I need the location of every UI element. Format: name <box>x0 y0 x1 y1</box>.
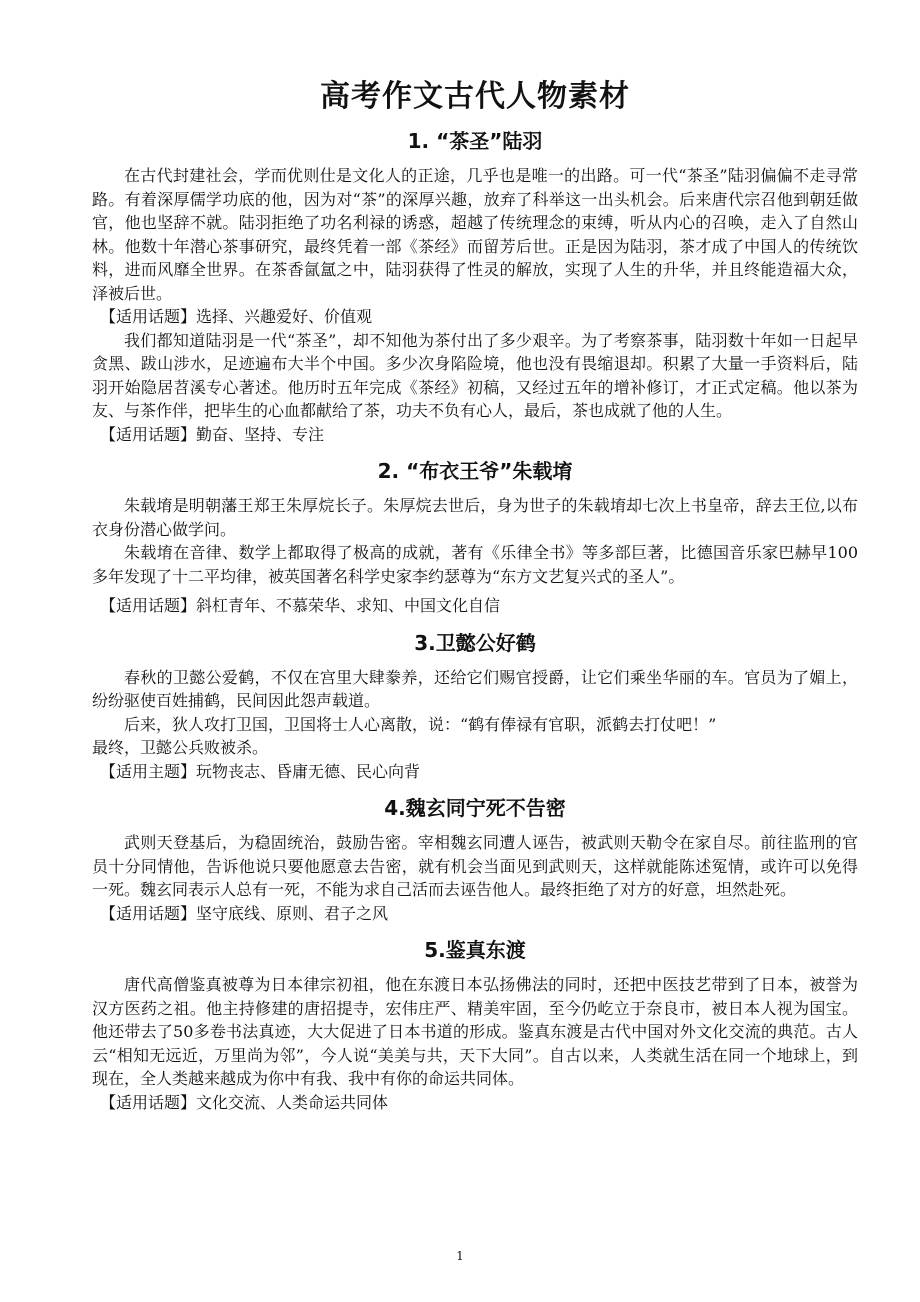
section-paragraph: 我们都知道陆羽是一代“茶圣”，却不知他为茶付出了多少艰辛。为了考察茶事，陆羽数十年如一日起早贪黑、跋山涉水，足迹遍布大半个中国。多少次身陷险境，他也没有畏缩退却。积累了大量一手资料后，陆羽开始隐居苕溪专心著述。他历时五年完成《茶经》初稿，又经过五年的增补修订，才正式定稿。他以茶为友、与茶作伴，把毕生的心血都献给了茶，功夫不负有心人，最后，茶也成就了他的人生。 <box>92 330 858 420</box>
section-heading: 3.卫懿公好鹤 <box>414 630 536 655</box>
topic-line: 【适用话题】文化交流、人类命运共同体 <box>100 1092 389 1112</box>
topic-line: 【适用话题】勤奋、坚持、专注 <box>100 424 325 444</box>
topic-line: 【适用话题】斜杠青年、不慕荣华、求知、中国文化自信 <box>100 596 501 615</box>
section-jianzhen <box>92 935 858 1114</box>
section-paragraph: 朱载堉是明朝藩王郑王朱厚烷长子。朱厚烷去世后，身为世子的朱载堉却七次上书皇帝，辞去王位,以布衣身份潜心做学问。 <box>92 496 858 539</box>
section-heading: 2. “布衣王爷”朱载堉 <box>377 459 573 483</box>
topic-line: 【适用话题】坚守底线、原则、君子之风 <box>100 903 389 923</box>
topic-line: 【适用主题】玩物丧志、昏庸无德、民心向背 <box>100 761 421 781</box>
section-paragraph: 朱载堉在音律、数学上都取得了极高的成就，著有《乐律全书》等多部巨著，比德国音乐家巴赫早100多年发现了十二平均律，被英国著名科学史家李约瑟尊为“东方文艺复兴式的圣人”。 <box>92 543 858 586</box>
section-lu-yu <box>92 126 858 446</box>
section-paragraph: 后来，狄人攻打卫国，卫国将士人心离散，说：“鹤有俸禄有官职，派鹤去打仗吧！” <box>124 714 717 734</box>
section-wei-xuantong <box>92 793 858 925</box>
section-zhu-zaiyu <box>92 456 858 618</box>
section-paragraph: 唐代高僧鉴真被尊为日本律宗初祖，他在东渡日本弘扬佛法的同时，还把中医技艺带到了日本，被誉为汉方医药之祖。他主持修建的唐招提寺，宏伟庄严、精美牢固，至今仍屹立于奈良市，被日本人视为国宝。他还带去了50多卷书法真迹，大大促进了日本书道的形成。鉴真东渡是古代中国对外文化交流的典范。古人云“相知无远近，万里尚为邻”，今人说“美美与共，天下大同”。自古以来，人类就生活在同一个地球上，到现在，全人类越来越成为你中有我、我中有你的命运共同体。 <box>92 975 858 1088</box>
document-content <box>92 74 858 1124</box>
section-heading: 5.鉴真东渡 <box>424 938 526 962</box>
page-number: 1 <box>456 1249 464 1263</box>
topic-line: 【适用话题】选择、兴趣爱好、价值观 <box>100 307 373 326</box>
section-wei-yigong <box>92 628 858 784</box>
section-paragraph: 武则天登基后，为稳固统治，鼓励告密。宰相魏玄同遭人诬告，被武则天勒令在家自尽。前往监刑的官员十分同情他，告诉他说只要他愿意去告密，就有机会当面见到武则天，这样就能陈述冤情，或许可以免得一死。魏玄同表示人总有一死，不能为求自己活而去诬告他人。最终拒绝了对方的好意，坦然赴死。 <box>92 833 858 899</box>
section-heading: 1. “茶圣”陆羽 <box>407 129 543 153</box>
section-paragraph: 春秋的卫懿公爱鹤，不仅在宫里大肆豢养，还给它们赐官授爵，让它们乘坐华丽的车。官员为了媚上，纷纷驱使百姓捕鹤，民间因此怨声载道。 <box>92 667 858 710</box>
section-paragraph: 在古代封建社会，学而优则仕是文化人的正途，几乎也是唯一的出路。可一代“茶圣”陆羽偏偏不走寻常路。有着深厚儒学功底的他，因为对“茶”的深厚兴趣，放弃了科举这一出头机会。后来唐代宗召他到朝廷做官，他也坚辞不就。陆羽拒绝了功名利禄的诱惑，超越了传统理念的束缚，听从内心的召唤，走入了自然山林。他数十年潜心茶事研究，最终凭着一部《茶经》而留芳后世。正是因为陆羽，茶才成了中国人的传统饮料，进而风靡全世界。在茶香氤氲之中，陆羽获得了性灵的解放，实现了人生的升华，并且终能造福大众，泽被后世。 <box>92 166 858 303</box>
section-paragraph: 最终，卫懿公兵败被杀。 <box>92 738 269 757</box>
document-title: 高考作文古代人物素材 <box>320 79 630 114</box>
section-heading: 4.魏玄同宁死不告密 <box>384 796 566 820</box>
